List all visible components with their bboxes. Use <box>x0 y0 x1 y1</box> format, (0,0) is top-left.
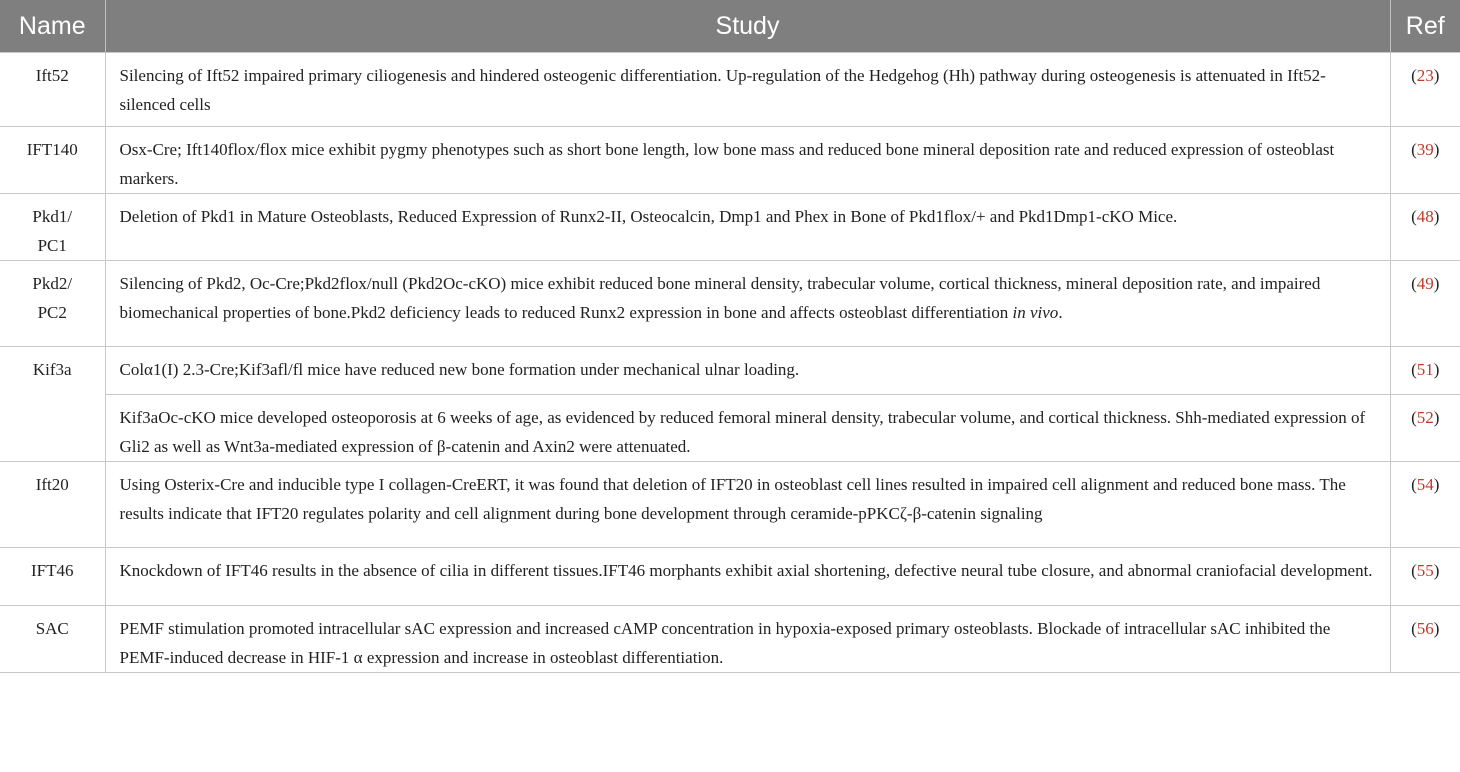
table-row <box>0 606 1460 673</box>
study-text: Deletion of Pkd1 in Mature Osteoblasts, Reduced Expression of Runx2-II, Osteocalcin, Dmp1 and Phex in Bone of Pkd1flox/+ and Pkd1Dmp1-cKO Mice. <box>119 207 1178 226</box>
gene-name: Ift52 <box>35 66 69 85</box>
gene-name-cell <box>0 347 105 462</box>
gene-name: Kif3a <box>32 360 72 379</box>
gene-name-cell <box>0 548 105 606</box>
gene-name-cell <box>0 606 105 673</box>
ref-cell: (56) <box>1390 606 1460 673</box>
gene-name: PC1 <box>37 236 67 255</box>
ref-cell: (51) <box>1390 347 1460 395</box>
reference-link[interactable]: 56 <box>1416 619 1434 638</box>
study-cell <box>105 395 1390 462</box>
ref-cell: (55) <box>1390 548 1460 606</box>
table-row <box>0 395 1460 462</box>
study-text: Silencing of Pkd2, Oc-Cre;Pkd2flox/null (Pkd2Oc-cKO) mice exhibit reduced bone mineral density, trabecular volume, cortical thickness, mineral deposition rate, and impaired biomechanical properties of bone.Pkd2 deficiency leads to reduced Runx2 expression in bone and affects osteoblast differentiation <box>119 274 1321 322</box>
header-study: Study <box>105 0 1390 53</box>
study-cell <box>105 194 1390 261</box>
gene-name-cell <box>0 462 105 548</box>
ref-cell: (48) <box>1390 194 1460 261</box>
study-cell <box>105 548 1390 606</box>
table-row <box>0 347 1460 395</box>
gene-name-cell <box>0 261 105 347</box>
gene-name-cell <box>0 194 105 261</box>
header-name: Name <box>0 0 105 53</box>
study-text: Using Osterix-Cre and inducible type I collagen-CreERT, it was found that deletion of IFT20 in osteoblast cell lines resulted in impaired cell alignment and reduced bone mass. The results indicate that IFT20 regulates polarity and cell alignment during bone development through ceramide-pPKCζ-β-catenin signaling <box>119 475 1346 523</box>
gene-name-cell <box>0 127 105 194</box>
ref-cell: (54) <box>1390 462 1460 548</box>
table-row <box>0 194 1460 261</box>
reference-link[interactable]: 49 <box>1416 274 1434 293</box>
gene-name: Ift20 <box>35 475 69 494</box>
header-ref: Ref <box>1390 0 1460 53</box>
gene-name: PC2 <box>37 303 67 322</box>
table-row <box>0 53 1460 127</box>
gene-name: Pkd2/ <box>32 274 73 293</box>
reference-link[interactable]: 48 <box>1416 207 1434 226</box>
gene-name: IFT46 <box>31 561 74 580</box>
reference-link[interactable]: 39 <box>1416 140 1434 159</box>
table-body <box>0 53 1460 673</box>
study-cell <box>105 127 1390 194</box>
study-text-end: . <box>1058 303 1063 322</box>
study-text: Colα1(I) 2.3-Cre;Kif3afl/fl mice have reduced new bone formation under mechanical ulnar loading. <box>119 360 800 379</box>
study-cell <box>105 347 1390 395</box>
gene-name-cell <box>0 53 105 127</box>
study-text: Silencing of Ift52 impaired primary ciliogenesis and hindered osteogenic differentiation. Up-regulation of the Hedgehog (Hh) pathway during osteogenesis is attenuated in Ift52-silenced cells <box>119 66 1326 114</box>
study-cell <box>105 462 1390 548</box>
ref-cell: (23) <box>1390 53 1460 127</box>
reference-link[interactable]: 23 <box>1416 66 1434 85</box>
gene-name: SAC <box>35 619 69 638</box>
reference-link[interactable]: 51 <box>1416 360 1434 379</box>
study-text: PEMF stimulation promoted intracellular sAC expression and increased cAMP concentration in hypoxia-exposed primary osteoblasts. Blockade of intracellular sAC inhibited the PEMF-induced decrease in HIF-1 α expression and increase in osteoblast differentiation. <box>119 619 1331 667</box>
gene-name: IFT140 <box>26 140 78 159</box>
ref-cell: (49) <box>1390 261 1460 347</box>
table-row <box>0 462 1460 548</box>
table-row <box>0 548 1460 606</box>
study-cell <box>105 606 1390 673</box>
table-row <box>0 261 1460 347</box>
study-cell <box>105 53 1390 127</box>
reference-link[interactable]: 54 <box>1416 475 1434 494</box>
ref-cell: (52) <box>1390 395 1460 462</box>
study-cell <box>105 261 1390 347</box>
study-text: Osx-Cre; Ift140flox/flox mice exhibit pygmy phenotypes such as short bone length, low bone mass and reduced bone mineral deposition rate and reduced expression of osteoblast markers. <box>119 140 1335 188</box>
reference-link[interactable]: 52 <box>1416 408 1434 427</box>
table-header-row <box>0 0 1460 53</box>
ref-cell: (39) <box>1390 127 1460 194</box>
study-text: Kif3aOc-cKO mice developed osteoporosis at 6 weeks of age, as evidenced by reduced femoral mineral density, trabecular volume, and cortical thickness. Shh-mediated expression of Gli2 as well as Wnt3a-mediated expression of β-catenin and Axin2 were attenuated. <box>119 408 1366 456</box>
table-row <box>0 127 1460 194</box>
study-text: Knockdown of IFT46 results in the absence of cilia in different tissues.IFT46 morphants exhibit axial shortening, defective neural tube closure, and abnormal craniofacial development. <box>119 561 1373 580</box>
gene-name: Pkd1/ <box>32 207 73 226</box>
reference-link[interactable]: 55 <box>1416 561 1434 580</box>
study-text-italic: in vivo <box>1012 303 1059 322</box>
